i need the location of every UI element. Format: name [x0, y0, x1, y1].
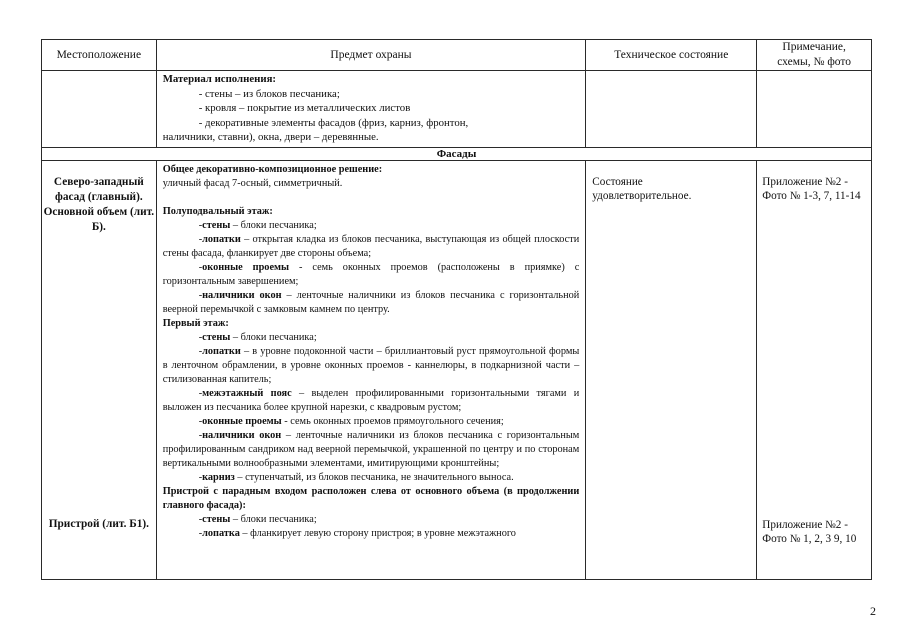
general-text: уличный фасад 7-осный, симметричный.: [162, 178, 343, 189]
material-decor: - декоративные элементы фасадов (фриз, карниз, фронтон,: [198, 116, 469, 129]
state-cell: [586, 161, 757, 580]
first-frames: -наличники окон – ленточные наличники из блоков песчаника с горизонтальным профилированным сандриком над веерной перемычкой, украшенной по центру и по сторонам вертикальными волнообразными элементами, имитирующими кронштейны;: [162, 430, 580, 469]
cell-empty-state: [586, 71, 757, 148]
first-floor-heading: Первый этаж:: [162, 318, 229, 329]
basement-windows: -оконные проемы - семь оконных проемов (расположены в приямке) с горизонтальным завершением;: [162, 262, 580, 287]
basement-heading: Полуподвальный этаж:: [162, 206, 273, 217]
subject-cell: [156, 161, 586, 580]
table-row-section: [42, 148, 872, 161]
first-belt: -межэтажный пояс – выделен профилированными горизонтальными тягами и выложен из песчаника более крупной нарезки, с квадровым рустом;: [162, 388, 580, 413]
cell-empty-location: [42, 71, 157, 148]
state-text: Состояние удовлетворительное.: [592, 176, 692, 202]
basement-walls: -стены – блоки песчаника;: [198, 220, 317, 231]
location-main: Северо-западный фасад (главный). Основной объем (лит. Б).: [43, 176, 155, 233]
annex-heading: Пристрой с парадным входом расположен слева от основного объема (в продолжении главного фасада):: [162, 486, 580, 511]
table-row-facade: [42, 161, 872, 580]
note-main: Приложение №2 - Фото № 1-3, 7, 11-14: [762, 176, 861, 202]
note-annex: Приложение №2 - Фото № 1, 2, 3 9, 10: [762, 519, 857, 545]
header-state: Техническое состояние: [586, 40, 757, 71]
protection-table: [41, 39, 872, 580]
header-location: Местоположение: [42, 40, 157, 71]
header-note: [757, 40, 872, 71]
material-heading: Материал исполнения:: [162, 73, 277, 85]
cornice: -карниз – ступенчатый, из блоков песчаника, не значительного выноса.: [198, 472, 514, 483]
first-pilasters: -лопатки – в уровне подоконной части – бриллиантовый руст прямоугольной формы в ленточном обрамлении, в уровне оконных проемов - каннелюры, в подкарнизной части – стилизованная капитель;: [162, 346, 580, 385]
material-walls: - стены – из блоков песчаника;: [198, 87, 340, 100]
annex-pilaster: -лопатка – фланкирует левую сторону пристроя; в уровне межэтажного: [198, 528, 516, 539]
material-roof: - кровля – покрытие из металлических листов: [198, 102, 411, 114]
first-walls: -стены – блоки песчаника;: [198, 332, 317, 343]
first-windows: -оконные проемы - семь оконных проемов прямоугольного сечения;: [198, 416, 504, 427]
location-cell: [42, 161, 157, 580]
table-row-material: [42, 71, 872, 148]
table-header-row: [42, 40, 872, 71]
annex-walls: -стены – блоки песчаника;: [198, 514, 317, 525]
note-cell: [757, 161, 872, 580]
location-annex: Пристрой (лит. Б1).: [48, 518, 149, 530]
header-note-line1: Примечание,: [782, 41, 846, 53]
material-decor-cont: наличники, ставни), окна, двери – деревянные.: [162, 131, 379, 143]
cell-empty-note: [757, 71, 872, 148]
page-number: 2: [870, 604, 876, 618]
basement-pilasters: -лопатки – открытая кладка из блоков песчаника, выступающая из общей плоскости стены фасада, фланкирует две стороны объема;: [162, 234, 580, 259]
section-title: Фасады: [42, 148, 872, 161]
general-heading: Общее декоративно-композиционное решение:: [162, 164, 383, 175]
header-subject: Предмет охраны: [156, 40, 586, 71]
basement-frames: -наличники окон – ленточные наличники из блоков песчаника с горизонтальной веерной перемычкой с замковым камнем по центру.: [162, 290, 580, 315]
material-cell: [156, 71, 586, 148]
header-note-line2: схемы, № фото: [777, 56, 852, 68]
